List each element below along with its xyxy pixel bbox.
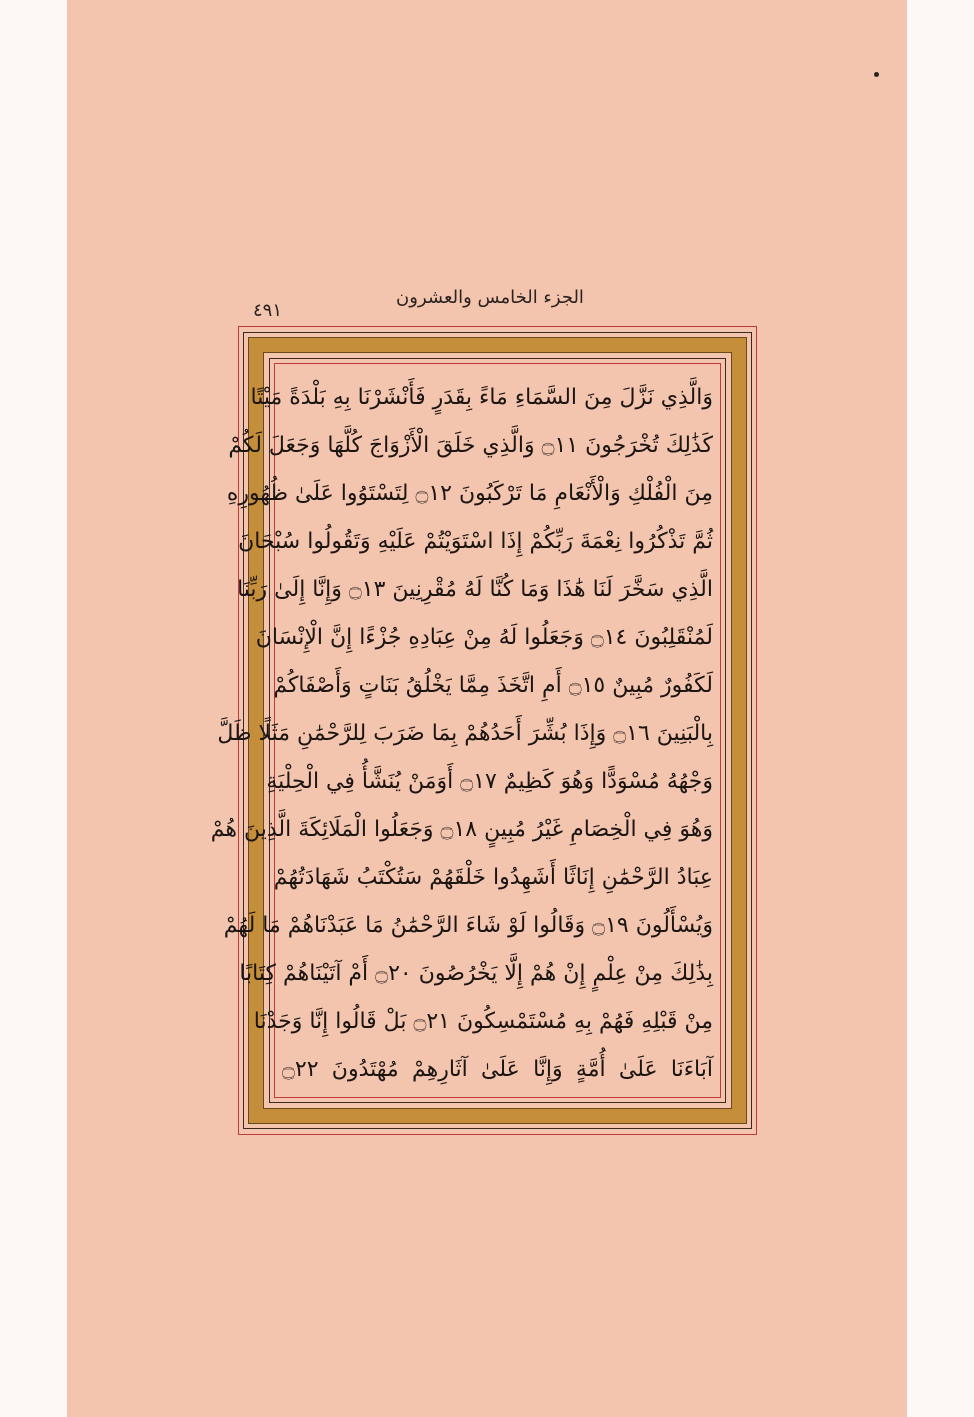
text-line: وَالَّذِي نَزَّلَ مِنَ السَّمَاءِ مَاءً بِقَدَرٍ فَأَنْشَرْنَا بِهِ بَلْدَةً مَيْتًا	[250, 384, 713, 410]
margin-dot	[874, 72, 879, 77]
text-line: عِبَادُ الرَّحْمَٰنِ إِنَاثًا أَشَهِدُوا خَلْقَهُمْ سَتُكْتَبُ شَهَادَتُهُمْ	[273, 864, 713, 890]
text-line: وَيُسْأَلُونَ ۝١٩ وَقَالُوا لَوْ شَاءَ الرَّحْمَٰنُ مَا عَبَدْنَاهُمْ مَا لَهُمْ	[223, 912, 713, 938]
text-line: مِنْ قَبْلِهِ فَهُمْ بِهِ مُسْتَمْسِكُونَ ۝٢١ بَلْ قَالُوا إِنَّا وَجَدْنَا	[253, 1008, 713, 1034]
text-line: ثُمَّ تَذْكُرُوا نِعْمَةَ رَبِّكُمْ إِذَا اسْتَوَيْتُمْ عَلَيْهِ وَتَقُولُوا سُبْحَانَ	[238, 528, 713, 554]
juz-heading: الجزء الخامس والعشرون	[396, 286, 584, 308]
text-line: بِالْبَنِينَ ۝١٦ وَإِذَا بُشِّرَ أَحَدُهُمْ بِمَا ضَرَبَ لِلرَّحْمَٰنِ مَثَلًا ظَلَّ	[217, 720, 713, 746]
text-block	[210, 370, 713, 1090]
text-line: بِذَٰلِكَ مِنْ عِلْمٍ إِنْ هُمْ إِلَّا يَخْرُصُونَ ۝٢٠ أَمْ آتَيْنَاهُمْ كِتَابًا	[239, 960, 713, 986]
page-number: ٤٩١	[253, 300, 283, 321]
text-line: كَذَٰلِكَ تُخْرَجُونَ ۝١١ وَالَّذِي خَلَقَ الْأَزْوَاجَ كُلَّهَا وَجَعَلَ لَكُمْ	[228, 432, 713, 458]
text-line: وَهُوَ فِي الْخِصَامِ غَيْرُ مُبِينٍ ۝١٨ وَجَعَلُوا الْمَلَائِكَةَ الَّذِينَ هُمْ	[210, 816, 713, 842]
text-line: مِنَ الْفُلْكِ وَالْأَنْعَامِ مَا تَرْكَبُونَ ۝١٢ لِتَسْتَوُوا عَلَىٰ ظُهُورِهِ	[226, 480, 713, 506]
text-line: لَكَفُورٌ مُبِينٌ ۝١٥ أَمِ اتَّخَذَ مِمَّا يَخْلُقُ بَنَاتٍ وَأَصْفَاكُمْ	[273, 672, 713, 698]
text-line: وَجْهُهُ مُسْوَدًّا وَهُوَ كَظِيمٌ ۝١٧ أَوَمَنْ يُنَشَّأُ فِي الْحِلْيَةِ	[266, 768, 713, 794]
text-line: الَّذِي سَخَّرَ لَنَا هَٰذَا وَمَا كُنَّا لَهُ مُقْرِنِينَ ۝١٣ وَإِنَّا إِلَىٰ رَبِّنَا	[237, 576, 713, 602]
text-line: لَمُنْقَلِبُونَ ۝١٤ وَجَعَلُوا لَهُ مِنْ عِبَادِهِ جُزْءًا إِنَّ الْإِنْسَانَ	[255, 624, 713, 650]
text-line: آبَاءَنَا عَلَىٰ أُمَّةٍ وَإِنَّا عَلَىٰ آثَارِهِمْ مُهْتَدُونَ ۝٢٢	[282, 1056, 713, 1082]
